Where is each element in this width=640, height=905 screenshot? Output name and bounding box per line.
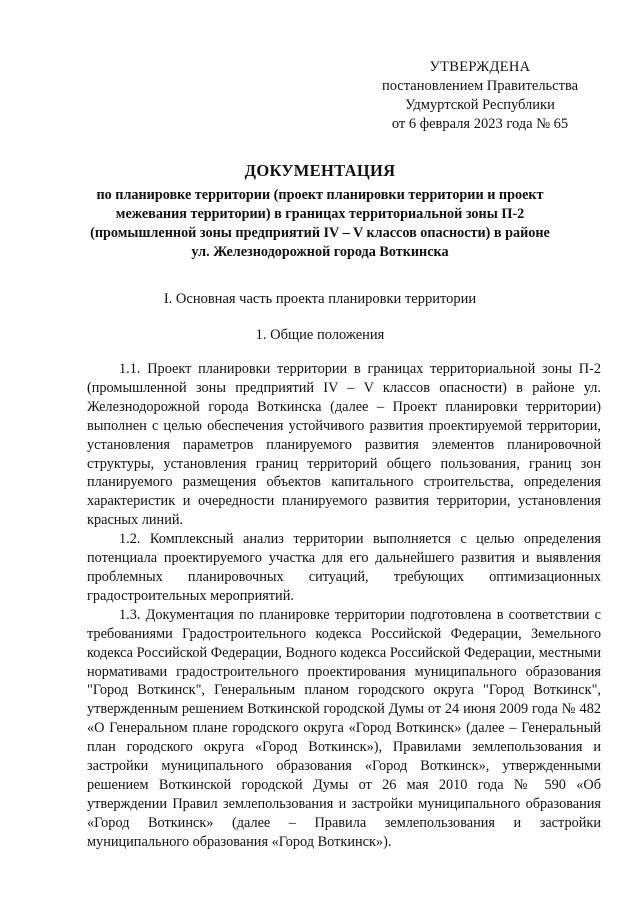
document-subtitle: по планировке территории (проект планировки территории и проект межевания территории) в границах территориальной зоны П-2 (промышленной зоны предприятий IV – V классов опасности) в районе ул. Железнодорожной города Воткинска <box>90 187 550 260</box>
document-title-block <box>80 160 560 262</box>
paragraph-1-3: 1.3. Документация по планировке территории подготовлена в соответствии с требованиями Градостроительного кодекса Российской Федерации, Земельного кодекса Российской Федерации, Водного кодекса Российской Федерации, местными нормативами градостроительного проектирования муниципального образования "Город Воткинск", Генеральным планом городского округа "Город Воткинск", утвержденным решением Воткинской городской Думы от 24 июня 2009 года № 482 «О Генеральном плане городского округа «Город Воткинск» (далее – Генеральный план городского округа «Город Воткинск»), Правилами землепользования и застройки муниципального образования «Город Воткинск», утвержденными решением Воткинской городской Думы от 26 мая 2010 года № 590 «Об утверждении Правил землепользования и застройки муниципального образования «Город Воткинск» (далее – Правила землепользования и застройки муниципального образования «Город Воткинск»). <box>87 606 601 850</box>
approval-line-2: Удмуртской Республики <box>405 97 555 113</box>
paragraph-1-1: 1.1. Проект планировки территории в границах территориальной зоны П-2 (промышленной зоны предприятий IV – V классов опасности) в районе ул. Железнодорожной города Воткинска (далее – Проект планировки территории) выполнен с целью обеспечения устойчивого развития проектируемой территории, установления параметров планируемого развития элементов планировочной структуры, установления границ территорий общего пользования, границ зон планируемого размещения объектов капитального строительства, определения характеристик и очередности планируемого развития территории, установления красных линий. <box>87 361 601 529</box>
approval-line-3: от 6 февраля 2023 года № 65 <box>391 116 569 132</box>
paragraph-1-2: 1.2. Комплексный анализ территории выполняется с целью определения потенциала проектируемого участка для его дальнейшего развития и выявления проблемных планировочных ситуаций, требующих оптимизационных градостроительных мероприятий. <box>87 531 601 604</box>
chapter-heading: 1. Общие положения <box>255 327 385 343</box>
approval-heading: УТВЕРЖДЕНА <box>429 59 531 75</box>
document-title: ДОКУМЕНТАЦИЯ <box>244 161 396 180</box>
approval-line-1: постановлением Правительства <box>381 78 579 94</box>
approval-stamp <box>360 58 600 134</box>
body-text <box>87 360 601 852</box>
part-heading: I. Основная часть проекта планировки территории <box>163 291 477 307</box>
